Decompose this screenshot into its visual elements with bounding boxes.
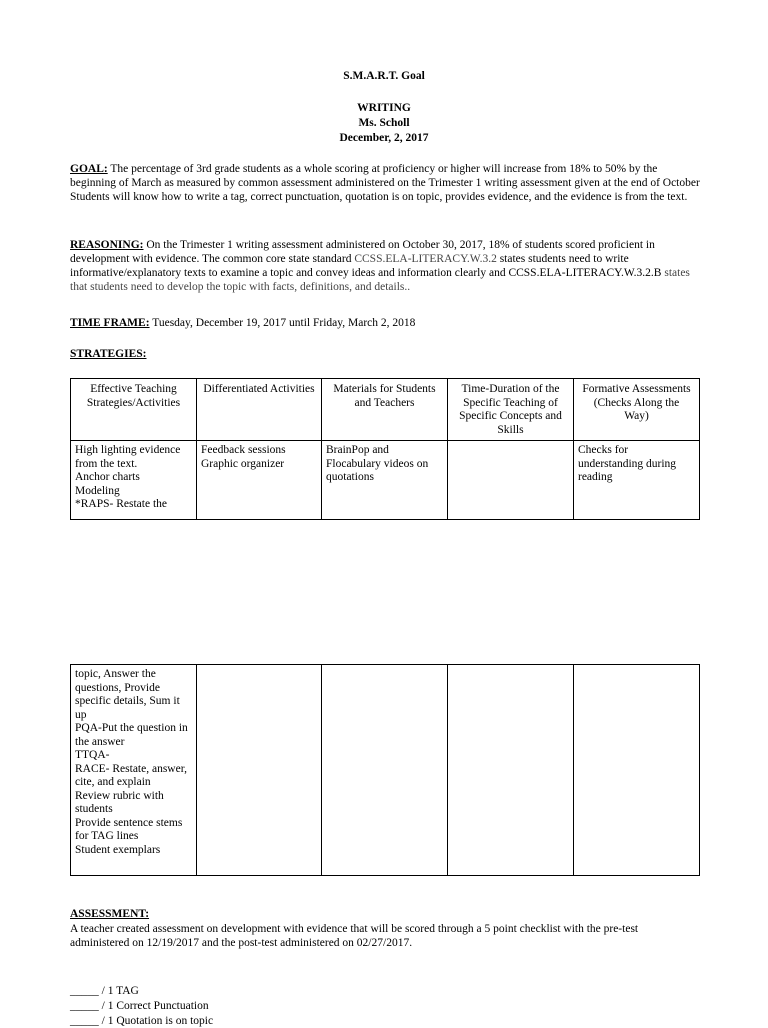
table-cell: topic, Answer the questions, Provide specific details, Sum it up PQA-Put the question in the answer TTQA- RACE- Restate, answer, cite, and explain Review rubric with students Provide sentence stems for TAG lines Student exemplars — [71, 665, 197, 876]
table-header-row — [71, 379, 700, 441]
time-frame-section — [70, 316, 700, 330]
table-cell — [197, 665, 322, 876]
assessment-text: A teacher created assessment on development with evidence that will be scored through a 5 point checklist with the pre-test administered on 12/19/2017 and the post-test administered on 02/27/2017. — [70, 923, 639, 949]
strategies-table — [70, 378, 700, 520]
header-cell: Materials for Students and Teachers — [322, 379, 448, 441]
table-cell: Feedback sessions Graphic organizer — [197, 441, 322, 520]
checklist-item: _____ / 1 TAG — [70, 985, 139, 997]
header-cell: Differentiated Activities — [197, 379, 322, 441]
doc-date: December, 2, 2017 — [339, 132, 429, 144]
strategies-section — [70, 347, 700, 361]
table-row — [71, 665, 700, 876]
reasoning-text-c: states that students need to develop the topic with facts, definitions, and details.. — [70, 267, 690, 293]
table-cell: BrainPop and Flocabulary videos on quotations — [322, 441, 448, 520]
table-cell: Checks for understanding during reading — [574, 441, 700, 520]
table-cell: High lighting evidence from the text. Anchor charts Modeling *RAPS- Restate the — [71, 441, 197, 520]
goal-text: The percentage of 3rd grade students as a whole scoring at proficiency or higher will increase from 18% to 50% by the beginning of March as measured by common assessment administered on the Trimester 1 writing assessment given at the end of October Students will know how to write a tag, correct punctuation, quotation is on topic, provides evidence, and the evidence is from the text. — [70, 163, 700, 203]
strategies-label: STRATEGIES: — [70, 348, 147, 360]
table-cell — [448, 441, 574, 520]
doc-subject: WRITING — [357, 102, 411, 114]
header-cell: Formative Assessments (Checks Along the Way) — [574, 379, 700, 441]
doc-title: S.M.A.R.T. Goal — [343, 70, 425, 82]
table-cell — [574, 665, 700, 876]
time-frame-label: TIME FRAME: — [70, 317, 150, 329]
reasoning-text-a: On the Trimester 1 writing assessment administered on October 30, 2017, 18% of students scored proficient in development with evidence. The common core state standard — [70, 239, 655, 265]
header-cell: Effective Teaching Strategies/Activities — [71, 379, 197, 441]
reasoning-standard-a: CCSS.ELA-LITERACY.W.3.2 — [354, 253, 497, 265]
goal-label: GOAL: — [70, 163, 108, 175]
doc-teacher: Ms. Scholl — [358, 117, 410, 129]
reasoning-section — [70, 238, 700, 294]
time-frame-text: Tuesday, December 19, 2017 until Friday, March 2, 2018 — [152, 317, 416, 329]
table-row — [71, 441, 700, 520]
table-cell — [322, 665, 448, 876]
strategies-table-continued — [70, 664, 700, 876]
assessment-label: ASSESSMENT: — [70, 908, 150, 920]
table-cell — [448, 665, 574, 876]
reasoning-text-b: states students need to write informative/explanatory texts to examine a topic and convey ideas and information clearly and CCSS.ELA-LITERACY.W.3.2.B — [70, 253, 662, 279]
assessment-section — [70, 907, 700, 921]
reasoning-label: REASONING: — [70, 239, 144, 251]
checklist-item: _____ / 1 Quotation is on topic — [70, 1015, 214, 1027]
checklist-item: _____ / 1 Correct Punctuation — [70, 1000, 209, 1012]
goal-section — [70, 162, 700, 204]
header-cell: Time-Duration of the Specific Teaching of Specific Concepts and Skills — [448, 379, 574, 441]
